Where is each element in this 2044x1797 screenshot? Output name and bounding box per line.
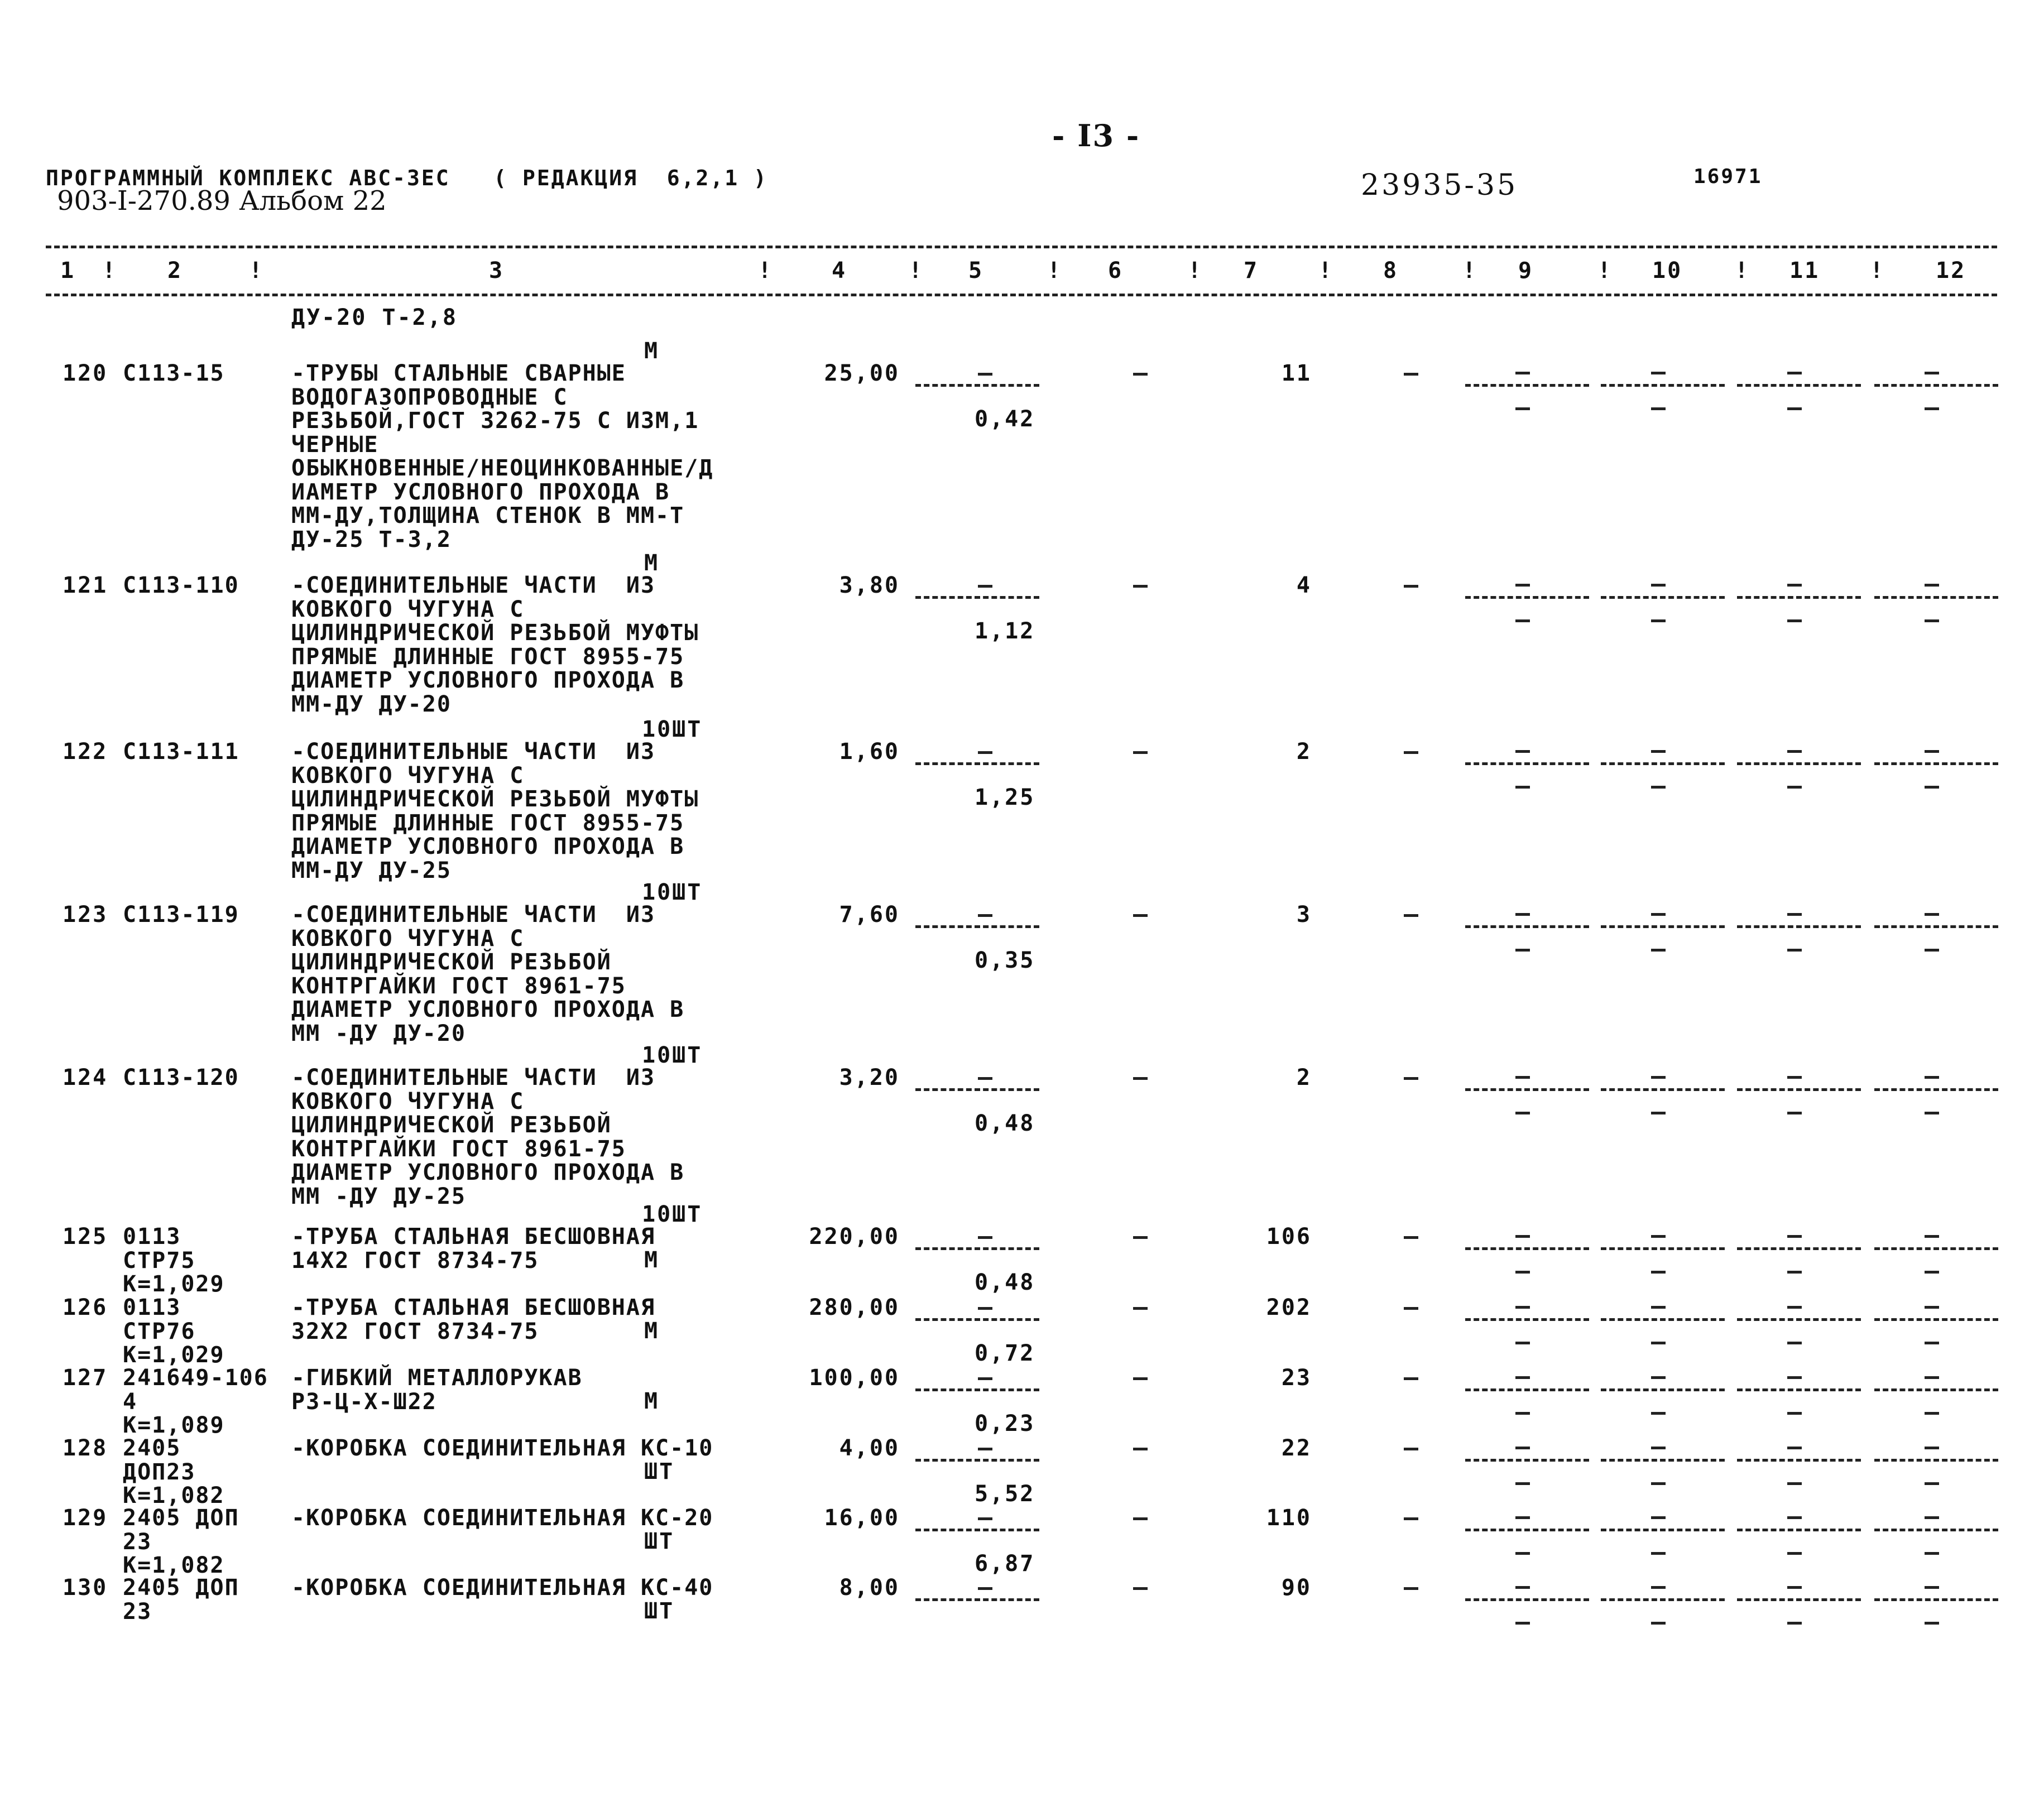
cost-value: 0,48 bbox=[975, 1270, 1035, 1295]
fraction-line bbox=[1465, 596, 1589, 599]
dash-mark bbox=[1787, 407, 1802, 410]
dash-mark bbox=[1651, 949, 1666, 952]
fraction-line bbox=[1601, 1459, 1725, 1462]
resource-code: С113-15 bbox=[123, 361, 225, 386]
unit-label: М bbox=[644, 550, 660, 576]
fraction-line bbox=[1874, 596, 1998, 599]
dash-mark bbox=[1787, 1412, 1802, 1415]
dash-mark bbox=[1515, 1482, 1530, 1485]
fraction-line bbox=[1601, 1318, 1725, 1321]
fraction-line bbox=[1465, 1598, 1589, 1601]
fraction-line bbox=[1601, 1247, 1725, 1250]
row-number: 128 bbox=[63, 1435, 108, 1461]
dash-mark bbox=[978, 585, 992, 588]
dash-mark bbox=[1925, 1586, 1939, 1589]
fraction-line bbox=[915, 1459, 1039, 1462]
dash-mark bbox=[1404, 1517, 1418, 1520]
dash-mark bbox=[1787, 1447, 1802, 1449]
resource-code: 2405 ДОП 23 К=1,082 bbox=[123, 1505, 239, 1578]
row-number: 122 bbox=[63, 739, 108, 765]
page-number: - I3 - bbox=[1052, 118, 1140, 153]
row-description: -СОЕДИНИТЕЛЬНЫЕ ЧАСТИ ИЗ КОВКОГО ЧУГУНА С ЦИЛИНДРИЧЕСКОЙ РЕЗЬБОЙ МУФТЫ ПРЯМЫЕ ДЛИННЫЕ ГОСТ 8955-75 ДИАМЕТР УСЛОВНОГО ПРОХОДА В ММ-ДУ ДУ-25 bbox=[291, 739, 699, 883]
row-description: -ТРУБЫ СТАЛЬНЫЕ СВАРНЫЕ ВОДОГАЗОПРОВОДНЫЕ С РЕЗЬБОЙ,ГОСТ 3262-75 С ИЗМ,1 ЧЕРНЫЕ ОБЫКНОВЕННЫЕ/НЕОЦИНКОВАННЫЕ/Д ИАМЕТР УСЛОВНОГО ПРОХОДА В ММ-ДУ,ТОЛЩИНА СТЕНОК В ММ-Т ДУ-25 Т-3,2 bbox=[291, 361, 714, 552]
row-number: 126 bbox=[63, 1295, 108, 1320]
resource-code: С113-111 bbox=[123, 739, 239, 765]
dash-mark bbox=[1925, 1112, 1939, 1114]
dash-mark bbox=[1925, 1447, 1939, 1449]
fraction-line bbox=[1465, 1459, 1589, 1462]
unit-label: 10ШТ bbox=[642, 1042, 703, 1068]
dash-mark bbox=[1787, 1552, 1802, 1555]
unit-label: М bbox=[644, 1247, 660, 1273]
column-separator: ! bbox=[1188, 258, 1203, 284]
dash-mark bbox=[1925, 372, 1939, 374]
resource-code: 241649-106 4 К=1,089 bbox=[123, 1365, 268, 1438]
dash-mark bbox=[978, 1377, 992, 1380]
fraction-line bbox=[1601, 762, 1725, 765]
quantity-value: 280,00 bbox=[809, 1295, 900, 1320]
dash-mark bbox=[1651, 1482, 1666, 1485]
dash-mark bbox=[1787, 1516, 1802, 1519]
fraction-line bbox=[915, 1388, 1039, 1391]
project-code: 903-I-270.89 Альбом 22 bbox=[57, 185, 387, 217]
unit-label: ШТ bbox=[644, 1459, 675, 1484]
column-header-12: 12 bbox=[1936, 258, 1966, 284]
resource-code: 2405 ДОП 23 bbox=[123, 1575, 239, 1625]
cost-value: 1,12 bbox=[975, 618, 1035, 644]
quantity-value: 25,00 bbox=[824, 361, 900, 386]
dash-mark bbox=[1787, 619, 1802, 622]
column-separator: ! bbox=[1735, 258, 1750, 284]
column-separator: ! bbox=[1047, 258, 1063, 284]
dash-mark bbox=[1787, 584, 1802, 587]
dash-mark bbox=[1651, 407, 1666, 410]
column-header-9: 9 bbox=[1518, 258, 1534, 284]
dash-mark bbox=[1404, 585, 1418, 588]
fraction-line bbox=[1737, 384, 1861, 387]
column7-value: 2 bbox=[1296, 739, 1312, 765]
dash-mark bbox=[1925, 949, 1939, 952]
dash-mark bbox=[1515, 1552, 1530, 1555]
fraction-line bbox=[1874, 762, 1998, 765]
row-number: 120 bbox=[63, 361, 108, 386]
dash-mark bbox=[1925, 619, 1939, 622]
fraction-line bbox=[915, 925, 1039, 928]
column7-value: 90 bbox=[1281, 1575, 1312, 1601]
cost-value: 0,42 bbox=[975, 406, 1035, 432]
dash-mark bbox=[1133, 1377, 1148, 1380]
dash-mark bbox=[1651, 1076, 1666, 1079]
dash-mark bbox=[1515, 372, 1530, 374]
row-description: -ТРУБА СТАЛЬНАЯ БЕСШОВНАЯ 32Х2 ГОСТ 8734-75 bbox=[291, 1295, 656, 1344]
dash-mark bbox=[978, 1307, 992, 1310]
dash-mark bbox=[1925, 786, 1939, 789]
column-header-2: 2 bbox=[167, 258, 183, 284]
dash-mark bbox=[1515, 1412, 1530, 1415]
header-rule-top bbox=[46, 246, 1997, 248]
dash-mark bbox=[1651, 1376, 1666, 1379]
dash-mark bbox=[1925, 407, 1939, 410]
fraction-line bbox=[1874, 1459, 1998, 1462]
dash-mark bbox=[1651, 1447, 1666, 1449]
resource-code: 2405 ДОП23 К=1,082 bbox=[123, 1435, 225, 1508]
document-code: 23935-35 bbox=[1361, 169, 1518, 202]
column-header-6: 6 bbox=[1108, 258, 1124, 284]
fraction-line bbox=[1465, 762, 1589, 765]
dash-mark bbox=[1515, 1235, 1530, 1238]
dash-mark bbox=[1787, 1376, 1802, 1379]
dash-mark bbox=[1787, 372, 1802, 374]
dash-mark bbox=[1651, 1516, 1666, 1519]
resource-code: С113-120 bbox=[123, 1065, 239, 1090]
dash-mark bbox=[1651, 1412, 1666, 1415]
dash-mark bbox=[1133, 1517, 1148, 1520]
column7-value: 23 bbox=[1281, 1365, 1312, 1391]
fraction-line bbox=[1874, 384, 1998, 387]
dash-mark bbox=[1787, 1586, 1802, 1589]
fraction-line bbox=[1737, 1529, 1861, 1531]
dash-mark bbox=[1133, 1236, 1148, 1239]
unit-label: ШТ bbox=[644, 1529, 675, 1554]
row-description: -СОЕДИНИТЕЛЬНЫЕ ЧАСТИ ИЗ КОВКОГО ЧУГУНА С ЦИЛИНДРИЧЕСКОЙ РЕЗЬБОЙ МУФТЫ ПРЯМЫЕ ДЛИННЫЕ ГОСТ 8955-75 ДИАМЕТР УСЛОВНОГО ПРОХОДА В ММ-ДУ ДУ-20 bbox=[291, 573, 699, 717]
dash-mark bbox=[1515, 949, 1530, 952]
dash-mark bbox=[1787, 750, 1802, 753]
dash-mark bbox=[1925, 584, 1939, 587]
dash-mark bbox=[1515, 407, 1530, 410]
unit-label: 10ШТ bbox=[642, 1202, 703, 1227]
fraction-line bbox=[1465, 1247, 1589, 1250]
row-number: 127 bbox=[63, 1365, 108, 1391]
column7-value: 110 bbox=[1266, 1505, 1312, 1531]
dash-mark bbox=[1651, 584, 1666, 587]
resource-code: С113-110 bbox=[123, 573, 239, 598]
dash-mark bbox=[1787, 786, 1802, 789]
dash-mark bbox=[978, 1517, 992, 1520]
document-number: 16971 bbox=[1693, 165, 1763, 188]
dash-mark bbox=[1515, 1586, 1530, 1589]
dash-mark bbox=[1925, 1076, 1939, 1079]
fraction-line bbox=[915, 1529, 1039, 1531]
column-header-8: 8 bbox=[1383, 258, 1399, 284]
fraction-line bbox=[915, 1088, 1039, 1091]
dash-mark bbox=[1515, 619, 1530, 622]
quantity-value: 3,80 bbox=[839, 573, 900, 598]
fraction-line bbox=[1601, 596, 1725, 599]
fraction-line bbox=[1874, 1088, 1998, 1091]
column7-value: 2 bbox=[1296, 1065, 1312, 1090]
dash-mark bbox=[1651, 1306, 1666, 1309]
dash-mark bbox=[1515, 584, 1530, 587]
dash-mark bbox=[978, 1587, 992, 1590]
quantity-value: 220,00 bbox=[809, 1224, 900, 1250]
fraction-line bbox=[1874, 1529, 1998, 1531]
row-number: 123 bbox=[63, 902, 108, 928]
fraction-line bbox=[1465, 1388, 1589, 1391]
dash-mark bbox=[1404, 1077, 1418, 1080]
fraction-line bbox=[1465, 384, 1589, 387]
column-separator: ! bbox=[1870, 258, 1885, 284]
fraction-line bbox=[1737, 1388, 1861, 1391]
dash-mark bbox=[1515, 1076, 1530, 1079]
dash-mark bbox=[1925, 1552, 1939, 1555]
dash-mark bbox=[1133, 751, 1148, 754]
column7-value: 3 bbox=[1296, 902, 1312, 928]
dash-mark bbox=[1787, 949, 1802, 952]
dash-mark bbox=[1925, 1622, 1939, 1625]
unit-label: М bbox=[644, 338, 660, 364]
row-number: 124 bbox=[63, 1065, 108, 1090]
column-header-5: 5 bbox=[968, 258, 984, 284]
fraction-line bbox=[915, 384, 1039, 387]
dash-mark bbox=[1651, 1342, 1666, 1344]
program-title: ПРОГРАММНЫЙ КОМПЛЕКС АВС-3ЕС ( РЕДАКЦИЯ 6,2,1 ) bbox=[46, 166, 768, 190]
dash-mark bbox=[1651, 619, 1666, 622]
fraction-line bbox=[1465, 1318, 1589, 1321]
unit-label: М bbox=[644, 1388, 660, 1414]
row-description: -КОРОБКА СОЕДИНИТЕЛЬНАЯ КС-10 bbox=[291, 1435, 714, 1461]
row-description: -КОРОБКА СОЕДИНИТЕЛЬНАЯ КС-20 bbox=[291, 1505, 714, 1531]
dash-mark bbox=[1651, 1112, 1666, 1114]
fraction-line bbox=[1737, 1088, 1861, 1091]
dash-mark bbox=[1515, 1112, 1530, 1114]
dash-mark bbox=[1515, 1376, 1530, 1379]
dash-mark bbox=[1651, 1622, 1666, 1625]
quantity-value: 100,00 bbox=[809, 1365, 900, 1391]
quantity-value: 16,00 bbox=[824, 1505, 900, 1531]
dash-mark bbox=[1133, 585, 1148, 588]
fraction-line bbox=[1601, 1529, 1725, 1531]
column7-value: 202 bbox=[1266, 1295, 1312, 1320]
cost-value: 0,48 bbox=[975, 1111, 1035, 1136]
dash-mark bbox=[1651, 1235, 1666, 1238]
dash-mark bbox=[1515, 1447, 1530, 1449]
dash-mark bbox=[1515, 1622, 1530, 1625]
column-separator: ! bbox=[249, 258, 265, 284]
row-number: 130 bbox=[63, 1575, 108, 1601]
dash-mark bbox=[1925, 1482, 1939, 1485]
fraction-line bbox=[1737, 1247, 1861, 1250]
column-header-1: 1 bbox=[60, 258, 76, 284]
dash-mark bbox=[1404, 373, 1418, 376]
resource-code: 0113 СТР75 К=1,029 bbox=[123, 1224, 225, 1297]
dash-mark bbox=[1787, 1076, 1802, 1079]
resource-code: 0113 СТР76 К=1,029 bbox=[123, 1295, 225, 1368]
fraction-line bbox=[1465, 1088, 1589, 1091]
dash-mark bbox=[1651, 1552, 1666, 1555]
dash-mark bbox=[1133, 1448, 1148, 1450]
quantity-value: 1,60 bbox=[839, 739, 900, 765]
fraction-line bbox=[1465, 1529, 1589, 1531]
fraction-line bbox=[1874, 1318, 1998, 1321]
dash-mark bbox=[978, 751, 992, 754]
header-rule-bottom bbox=[46, 294, 1997, 296]
column7-value: 4 bbox=[1296, 573, 1312, 598]
quantity-value: 4,00 bbox=[839, 1435, 900, 1461]
dash-mark bbox=[1404, 1587, 1418, 1590]
dash-mark bbox=[1787, 1112, 1802, 1114]
dash-mark bbox=[1925, 1342, 1939, 1344]
dash-mark bbox=[1515, 1516, 1530, 1519]
fraction-line bbox=[915, 1247, 1039, 1250]
dash-mark bbox=[1404, 914, 1418, 917]
unit-label: 10ШТ bbox=[642, 717, 703, 742]
column-header-7: 7 bbox=[1244, 258, 1259, 284]
dash-mark bbox=[1651, 1586, 1666, 1589]
row-description: -ТРУБА СТАЛЬНАЯ БЕСШОВНАЯ 14Х2 ГОСТ 8734-75 bbox=[291, 1224, 656, 1274]
fraction-line bbox=[1737, 1318, 1861, 1321]
fraction-line bbox=[1874, 1388, 1998, 1391]
fraction-line bbox=[1601, 1088, 1725, 1091]
column-header-4: 4 bbox=[832, 258, 847, 284]
dash-mark bbox=[1787, 1622, 1802, 1625]
row-description: -ГИБКИЙ МЕТАЛЛОРУКАВ РЗ-Ц-Х-Ш22 bbox=[291, 1365, 583, 1415]
fraction-line bbox=[915, 1318, 1039, 1321]
column-separator: ! bbox=[1318, 258, 1334, 284]
dash-mark bbox=[1404, 1448, 1418, 1450]
column-header-10: 10 bbox=[1652, 258, 1683, 284]
dash-mark bbox=[1651, 750, 1666, 753]
cost-value: 0,35 bbox=[975, 948, 1035, 973]
column-separator: ! bbox=[909, 258, 924, 284]
dash-mark bbox=[1651, 1271, 1666, 1274]
column-separator: ! bbox=[102, 258, 118, 284]
dash-mark bbox=[1925, 1235, 1939, 1238]
dash-mark bbox=[978, 373, 992, 376]
dash-mark bbox=[1133, 1077, 1148, 1080]
fraction-line bbox=[1874, 1247, 1998, 1250]
dash-mark bbox=[978, 1236, 992, 1239]
dash-mark bbox=[1651, 372, 1666, 374]
fraction-line bbox=[1601, 925, 1725, 928]
fraction-line bbox=[1465, 925, 1589, 928]
dash-mark bbox=[1515, 1342, 1530, 1344]
dash-mark bbox=[1787, 1342, 1802, 1344]
fraction-line bbox=[1601, 1388, 1725, 1391]
fraction-line bbox=[1737, 596, 1861, 599]
quantity-value: 8,00 bbox=[839, 1575, 900, 1601]
fraction-line bbox=[1737, 1459, 1861, 1462]
column7-value: 106 bbox=[1266, 1224, 1312, 1250]
dash-mark bbox=[1787, 1271, 1802, 1274]
cost-value: 0,23 bbox=[975, 1411, 1035, 1436]
row-number: 129 bbox=[63, 1505, 108, 1531]
dash-mark bbox=[1651, 786, 1666, 789]
dash-mark bbox=[1925, 913, 1939, 916]
dash-mark bbox=[1515, 913, 1530, 916]
fraction-line bbox=[915, 596, 1039, 599]
column-header-3: 3 bbox=[489, 258, 505, 284]
dash-mark bbox=[978, 1077, 992, 1080]
dash-mark bbox=[1404, 1236, 1418, 1239]
dash-mark bbox=[1515, 1271, 1530, 1274]
column-separator: ! bbox=[758, 258, 774, 284]
dash-mark bbox=[1925, 1271, 1939, 1274]
dash-mark bbox=[1787, 1482, 1802, 1485]
unit-label: 10ШТ bbox=[642, 880, 703, 905]
dash-mark bbox=[978, 914, 992, 917]
dash-mark bbox=[1651, 913, 1666, 916]
dash-mark bbox=[1515, 786, 1530, 789]
dash-mark bbox=[1133, 373, 1148, 376]
dash-mark bbox=[1787, 1306, 1802, 1309]
dash-mark bbox=[1404, 751, 1418, 754]
dash-mark bbox=[1515, 1306, 1530, 1309]
quantity-value: 7,60 bbox=[839, 902, 900, 928]
fraction-line bbox=[1601, 384, 1725, 387]
fraction-line bbox=[1737, 1598, 1861, 1601]
fraction-line bbox=[1737, 925, 1861, 928]
quantity-value: 3,20 bbox=[839, 1065, 900, 1090]
column7-value: 11 bbox=[1281, 361, 1312, 386]
cost-value: 0,72 bbox=[975, 1340, 1035, 1366]
unit-label: М bbox=[644, 1318, 660, 1344]
dash-mark bbox=[1133, 914, 1148, 917]
dash-mark bbox=[1925, 750, 1939, 753]
dash-mark bbox=[1404, 1307, 1418, 1310]
dash-mark bbox=[1515, 750, 1530, 753]
lead-continuation-text: ДУ-20 Т-2,8 bbox=[291, 305, 458, 330]
dash-mark bbox=[1787, 913, 1802, 916]
fraction-line bbox=[1874, 925, 1998, 928]
dash-mark bbox=[1133, 1307, 1148, 1310]
fraction-line bbox=[1874, 1598, 1998, 1601]
dash-mark bbox=[1925, 1516, 1939, 1519]
dash-mark bbox=[978, 1448, 992, 1450]
column-separator: ! bbox=[1462, 258, 1478, 284]
row-number: 125 bbox=[63, 1224, 108, 1250]
row-description: -КОРОБКА СОЕДИНИТЕЛЬНАЯ КС-40 bbox=[291, 1575, 714, 1601]
unit-label: ШТ bbox=[644, 1598, 675, 1624]
fraction-line bbox=[1601, 1598, 1725, 1601]
row-description: -СОЕДИНИТЕЛЬНЫЕ ЧАСТИ ИЗ КОВКОГО ЧУГУНА С ЦИЛИНДРИЧЕСКОЙ РЕЗЬБОЙ КОНТРГАЙКИ ГОСТ 8961-75 ДИАМЕТР УСЛОВНОГО ПРОХОДА В ММ -ДУ ДУ-25 bbox=[291, 1065, 685, 1209]
dash-mark bbox=[1787, 1235, 1802, 1238]
dash-mark bbox=[1133, 1587, 1148, 1590]
fraction-line bbox=[915, 762, 1039, 765]
cost-value: 6,87 bbox=[975, 1551, 1035, 1577]
dash-mark bbox=[1925, 1306, 1939, 1309]
cost-value: 5,52 bbox=[975, 1481, 1035, 1507]
cost-value: 1,25 bbox=[975, 785, 1035, 810]
row-number: 121 bbox=[63, 573, 108, 598]
resource-code: С113-119 bbox=[123, 902, 239, 928]
fraction-line bbox=[1737, 762, 1861, 765]
fraction-line bbox=[915, 1598, 1039, 1601]
column7-value: 22 bbox=[1281, 1435, 1312, 1461]
dash-mark bbox=[1925, 1412, 1939, 1415]
column-separator: ! bbox=[1597, 258, 1613, 284]
dash-mark bbox=[1404, 1377, 1418, 1380]
column-header-11: 11 bbox=[1789, 258, 1820, 284]
dash-mark bbox=[1925, 1376, 1939, 1379]
row-description: -СОЕДИНИТЕЛЬНЫЕ ЧАСТИ ИЗ КОВКОГО ЧУГУНА С ЦИЛИНДРИЧЕСКОЙ РЕЗЬБОЙ КОНТРГАЙКИ ГОСТ 8961-75 ДИАМЕТР УСЛОВНОГО ПРОХОДА В ММ -ДУ ДУ-20 bbox=[291, 902, 685, 1046]
